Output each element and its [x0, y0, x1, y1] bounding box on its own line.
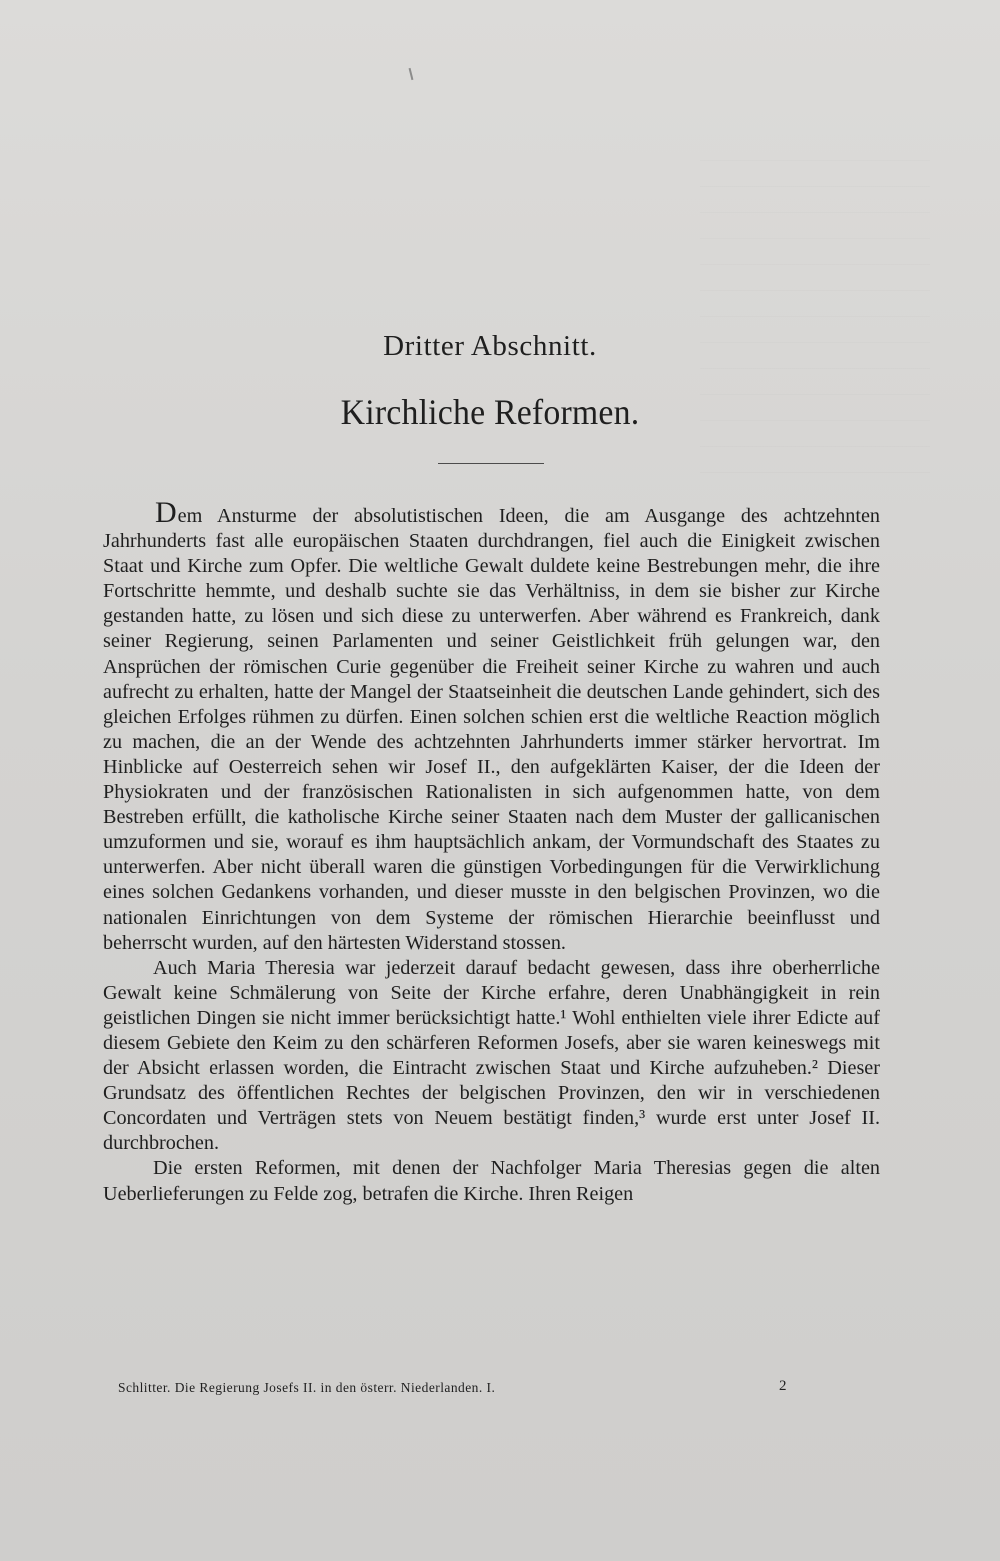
ink-mark [409, 68, 414, 80]
title-divider [438, 463, 544, 464]
paragraph-2: Auch Maria Theresia war jederzeit darauf bedacht gewesen, dass ihre oberherrliche Gewalt keine Schmälerung von Seite der Kirche erfahre, deren Unabhängigkeit in rein geistlichen Dingen sie nicht immer berücksichtigt hatte.¹ Wohl enthielten viele ihrer Edicte auf diesem Gebiete den Keim zu den schärferen Reformen Josefs, aber sie waren keineswegs mit der Absicht erlassen worden, die Eintracht zwischen Staat und Kirche aufzuheben.² Dieser Grundsatz des öffentlichen Rechtes der belgischen Provinzen, den wir in verschiedenen Concordaten und Verträgen stets von Neuem bestätigt finden,³ wurde erst unter Josef II. durchbrochen. [103, 956, 880, 1155]
paragraph-3: Die ersten Reformen, mit denen der Nachfolger Maria Theresias gegen die alten Ueberlieferungen zu Felde zog, betrafen die Kirche. Ihren Reigen [103, 1157, 880, 1205]
footer-citation: Schlitter. Die Regierung Josefs II. in den österr. Niederlanden. I. [118, 1380, 496, 1395]
section-title: Dritter Abschnitt. [383, 330, 597, 362]
page-number: 2 [779, 1378, 787, 1394]
body-text [103, 496, 880, 1207]
chapter-title: Kirchliche Reformen. [340, 392, 640, 432]
show-through-text [700, 160, 930, 490]
paragraph-1: Dem Ansturme der absolutistischen Ideen, die am Ausgange des achtzehnten Jahrhunderts fast alle europäischen Staaten durchdrangen, fiel auch die Einigkeit zwischen Staat und Kirche zum Opfer. Die weltliche Gewalt duldete keine Bestrebungen mehr, die ihre Fortschritte hemmte, und deshalb suchte sie das Verhältniss, in dem sie bisher zur Kirche gestanden hatte, zu lösen und sich diese zu unterwerfen. Aber während es Frankreich, dank seiner Regierung, seinen Parlamenten und seiner Geistlichkeit früh gelungen war, den Ansprüchen der römischen Curie gegenüber die Freiheit seiner Kirche zu wahren und auch aufrecht zu erhalten, hatte der Mangel der Staatseinheit die deutschen Lande gehindert, sich des gleichen Erfolges rühmen zu dürfen. Einen solchen schien erst die weltliche Reaction möglich zu machen, die an der Wende des achtzehnten Jahrhunderts immer stärker hervortrat. Im Hinblicke auf Oesterreich sehen wir Josef II., den aufgeklärten Kaiser, der die Ideen der Physiokraten und der französischen Rationalisten in sich aufgenommen hatte, von dem Bestreben erfüllt, die katholische Kirche seiner Staaten nach dem Muster der gallicanischen umzuformen und sie, worauf es ihm hauptsächlich ankam, der Vormundschaft des Staates zu unterwerfen. Aber nicht überall waren die günstigen Vorbedingungen für die Verwirklichung eines solchen Gedankens vorhanden, und dieser musste in den belgischen Provinzen, wo die nationalen Einrichtungen von dem Systeme der römischen Hierarchie beeinflusst und beherrscht wurden, auf den härtesten Widerstand stossen. [103, 496, 880, 954]
